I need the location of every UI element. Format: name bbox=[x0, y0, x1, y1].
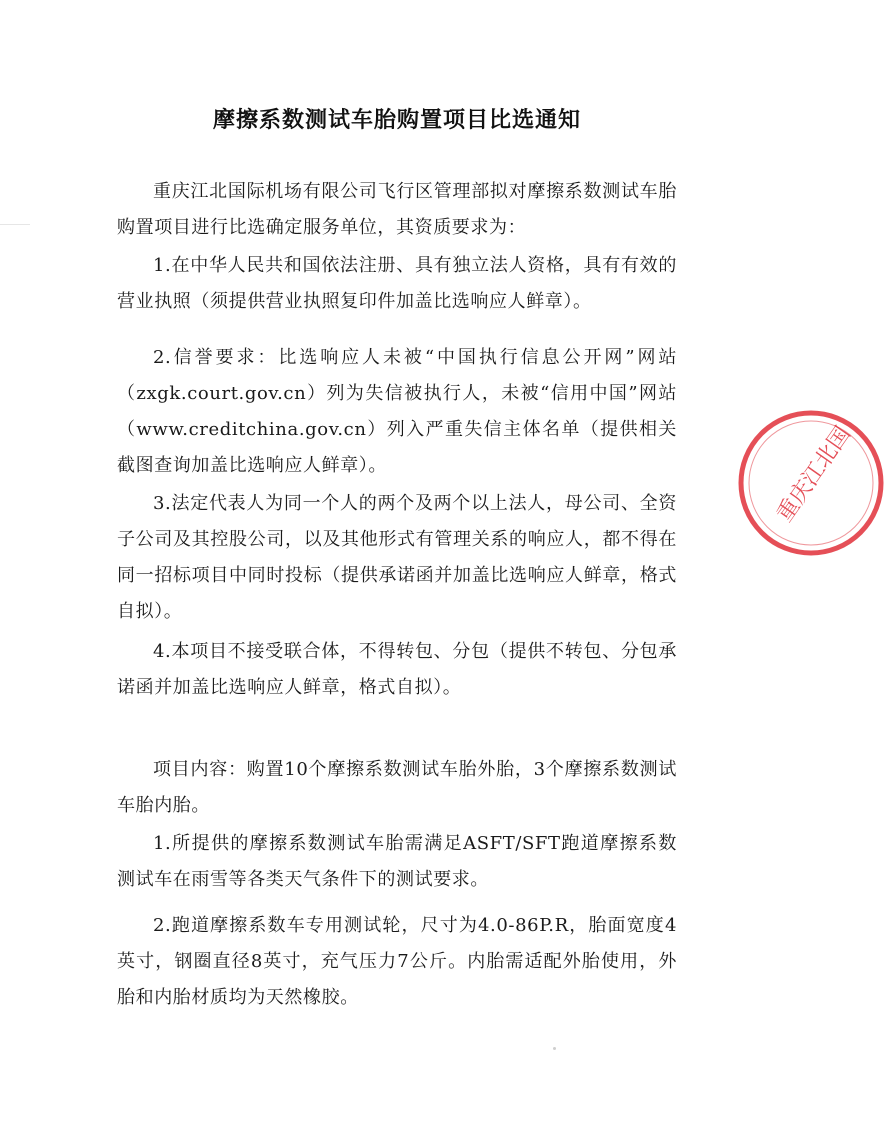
company-seal bbox=[736, 408, 886, 558]
document-title: 摩擦系数测试车胎购置项目比选通知 bbox=[212, 108, 581, 133]
project-item-1: 1.所提供的摩擦系数测试车胎需满足ASFT/SFT跑道摩擦系数测试车在雨雪等各类天气条件下的测试要求。 bbox=[117, 833, 677, 890]
requirement-4: 4.本项目不接受联合体，不得转包、分包（提供不转包、分包承诺函并加盖比选响应人鲜章，格式自拟）。 bbox=[117, 641, 677, 698]
seal-text: 重庆江北国 bbox=[772, 422, 856, 527]
requirement-2: 2.信誉要求：比选响应人未被“中国执行信息公开网”网站（zxgk.court.gov.cn）列为失信被执行人，未被“信用中国”网站（www.creditchina.gov.cn）列入严重失信主体名单（提供相关截图查询加盖比选响应人鲜章）。 bbox=[117, 347, 677, 476]
project-item-2: 2.跑道摩擦系数车专用测试轮，尺寸为4.0-86P.R，胎面宽度4英寸，钢圈直径8英寸，充气压力7公斤。内胎需适配外胎使用，外胎和内胎材质均为天然橡胶。 bbox=[117, 915, 677, 1008]
scan-mark bbox=[0, 224, 30, 225]
requirement-3: 3.法定代表人为同一个人的两个及两个以上法人，母公司、全资子公司及其控股公司，以及其他形式有管理关系的响应人，都不得在同一招标项目中同时投标（提供承诺函并加盖比选响应人鲜章，格式自拟）。 bbox=[117, 493, 677, 622]
project-content: 项目内容：购置10个摩擦系数测试车胎外胎，3个摩擦系数测试车胎内胎。 bbox=[117, 759, 677, 816]
intro-paragraph: 重庆江北国际机场有限公司飞行区管理部拟对摩擦系数测试车胎购置项目进行比选确定服务单位，其资质要求为： bbox=[117, 181, 677, 238]
scan-speck bbox=[553, 1047, 556, 1050]
requirement-1: 1.在中华人民共和国依法注册、具有独立法人资格，具有有效的营业执照（须提供营业执照复印件加盖比选响应人鲜章）。 bbox=[117, 255, 677, 312]
